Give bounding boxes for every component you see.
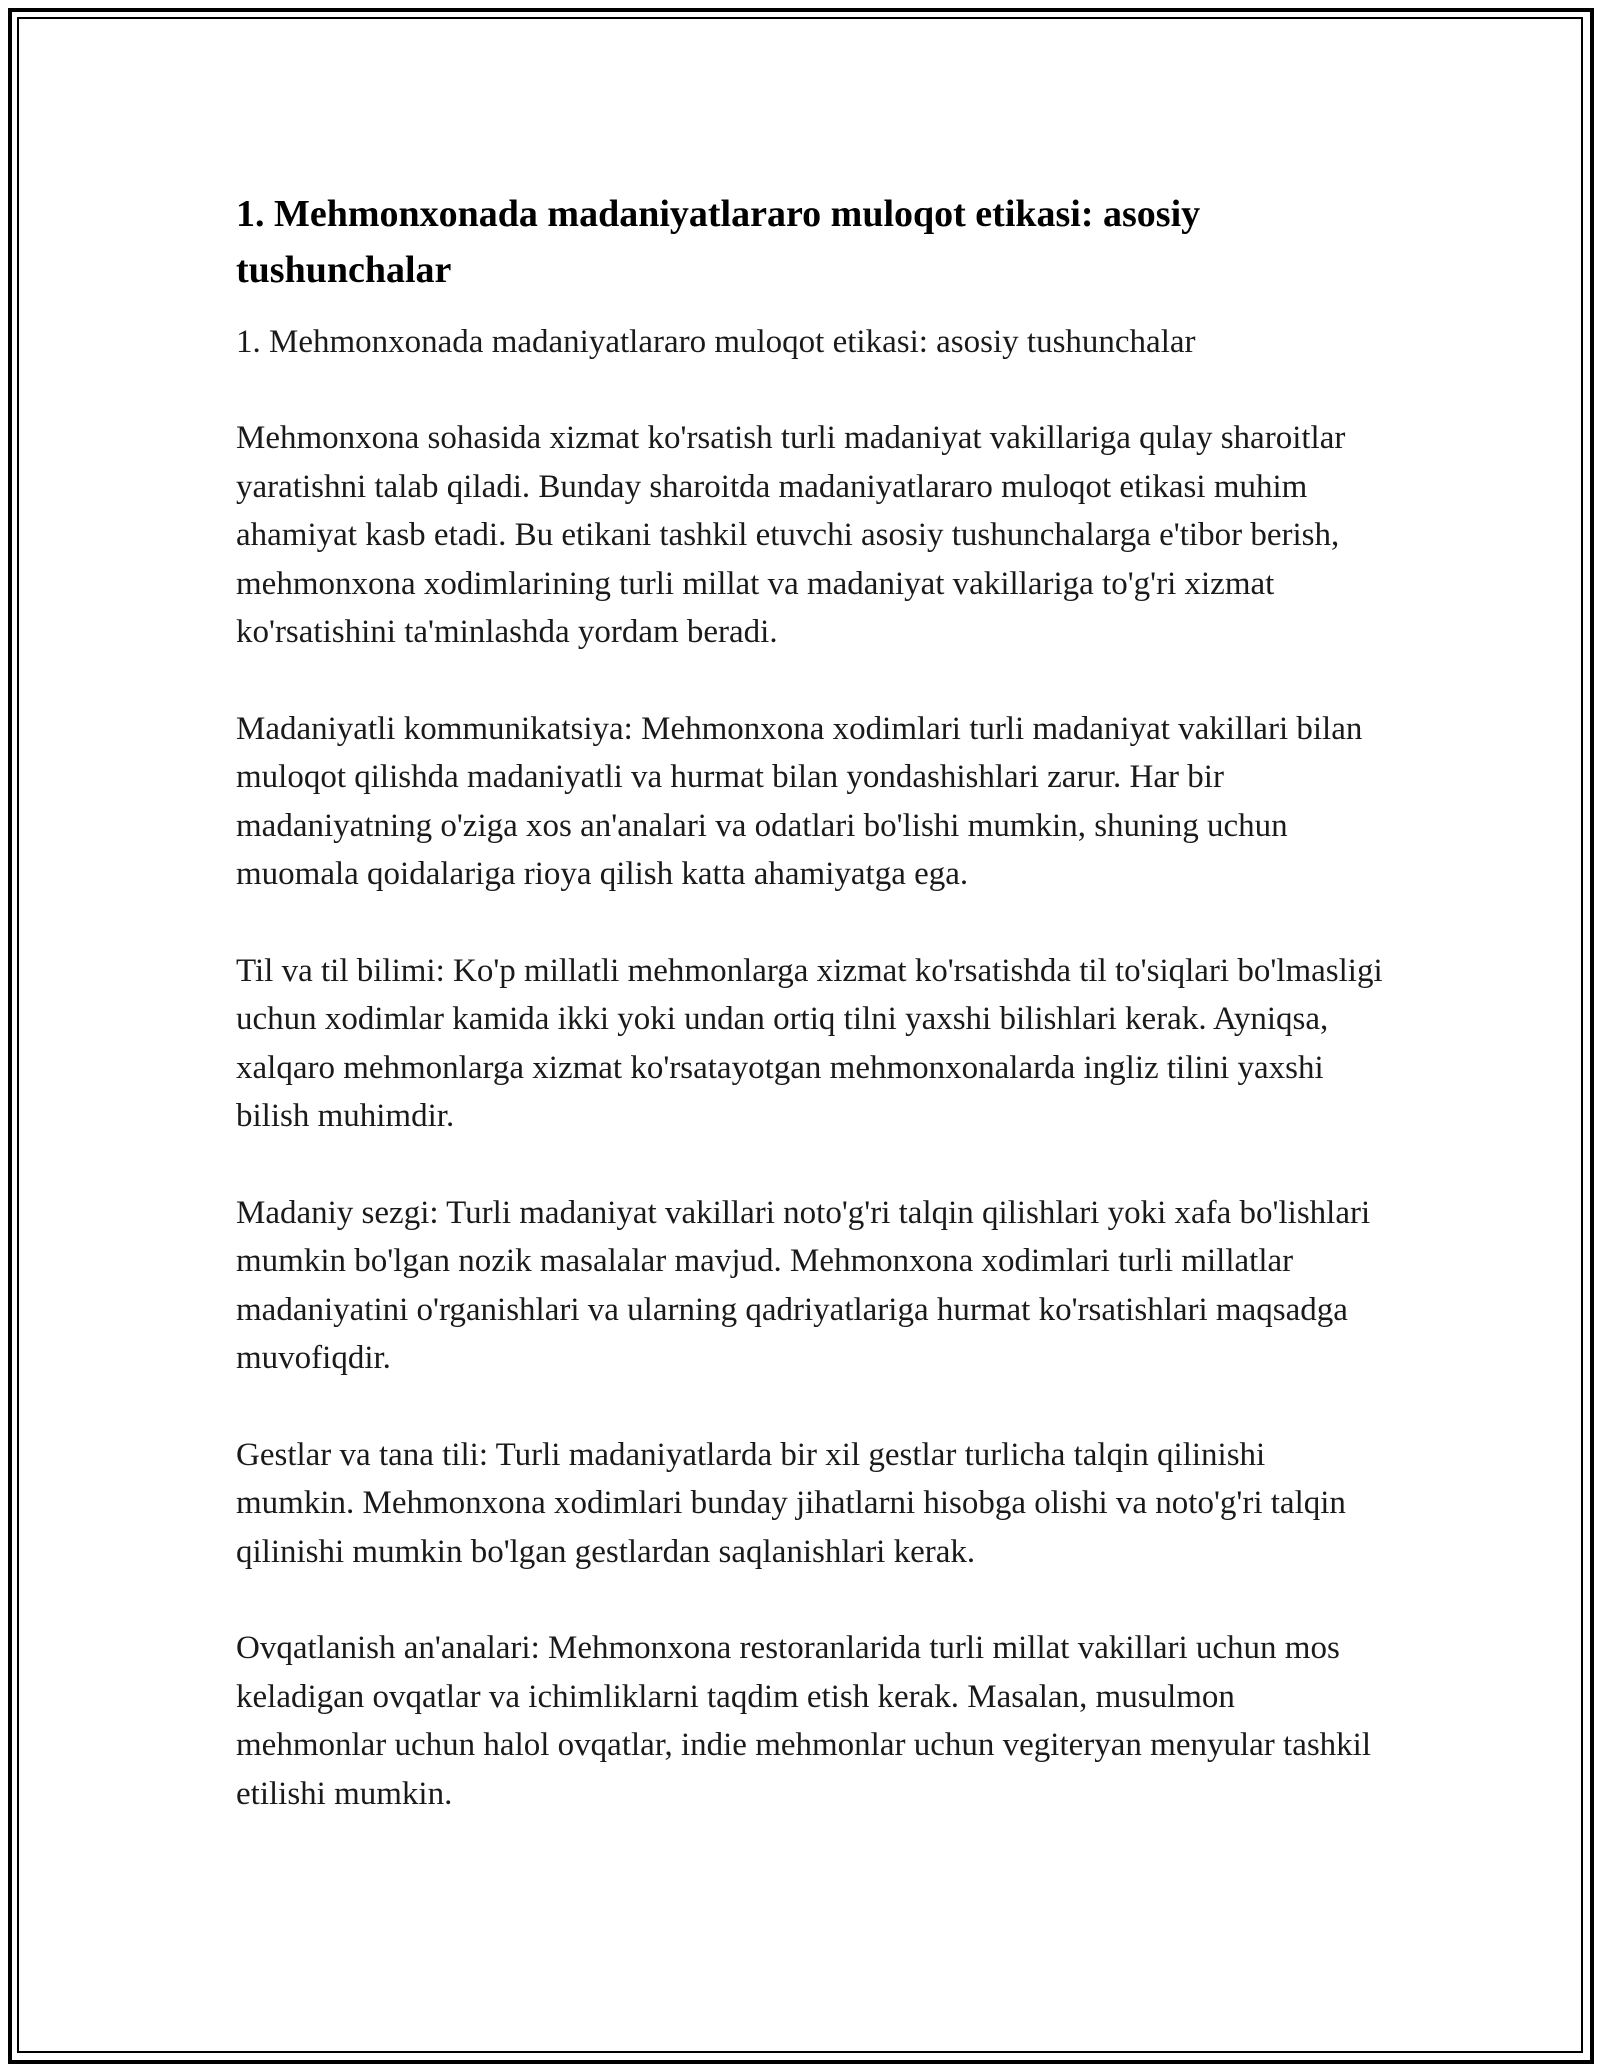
paragraph-language-skills: Til va til bilimi: Ko'p millatli mehmonlarga xizmat ko'rsatishda til to'siqlari bo'lmasligi uchun xodimlar kamida ikki yoki undan ortiq tilni yaxshi bilishlari kerak. Ayniqsa, xalqaro mehmonlarga xizmat ko'rsatayotgan mehmonxonalarda ingliz tilini yaxshi bilish muhimdir. <box>236 952 1383 1134</box>
section-subtitle: 1. Mehmonxonada madaniyatlararo muloqot etikasi: asosiy tushunchalar <box>236 324 1196 360</box>
document-title: 1. Mehmonxonada madaniyatlararo muloqot etikasi: asosiy tushunchalar <box>236 193 1201 291</box>
paragraph-gestures-body-language: Gestlar va tana tili: Turli madaniyatlarda bir xil gestlar turlicha talqin qilinishi mumkin. Mehmonxona xodimlari bunday jihatlarni hisobga olishi va noto'g'ri talqin qilinishi mumkin bo'lgan gestlardan saqlanishlari kerak. <box>236 1436 1346 1570</box>
paragraph-intro: Mehmonxona sohasida xizmat ko'rsatish turli madaniyat vakillariga qulay sharoitlar yaratishni talab qiladi. Bunday sharoitda madaniyatlararo muloqot etikasi muhim ahamiyat kasb etadi. Bu etikani tashkil etuvchi asosiy tushunchalarga e'tibor berish, mehmonxona xodimlarining turli millat va madaniyat vakillariga to'g'ri xizmat ko'rsatishini ta'minlashda yordam beradi. <box>236 420 1346 650</box>
paragraph-cultural-sensitivity: Madaniy sezgi: Turli madaniyat vakillari noto'g'ri talqin qilishlari yoki xafa bo'lishlari mumkin bo'lgan nozik masalalar mavjud. Mehmonxona xodimlari turli millatlar madaniyatini o'rganishlari va ularning qadriyatlariga hurmat ko'rsatishlari maqsadga muvofiqdir. <box>236 1194 1371 1376</box>
paragraph-cultural-communication: Madaniyatli kommunikatsiya: Mehmonxona xodimlari turli madaniyat vakillari bilan muloqot qilishda madaniyatli va hurmat bilan yondashishlari zarur. Har bir madaniyatning o'ziga xos an'analari va odatlari bo'lishi mumkin, shuning uchun muomala qoidalariga rioya qilish katta ahamiyatga ega. <box>236 710 1363 892</box>
document-body <box>236 186 1386 1818</box>
paragraph-food-traditions: Ovqatlanish an'analari: Mehmonxona restoranlarida turli millat vakillari uchun mos keladigan ovqatlar va ichimliklarni taqdim etish kerak. Masalan, musulmon mehmonlar uchun halol ovqatlar, indie mehmonlar uchun vegiteryan menyular tashkil etilishi mumkin. <box>236 1630 1372 1812</box>
